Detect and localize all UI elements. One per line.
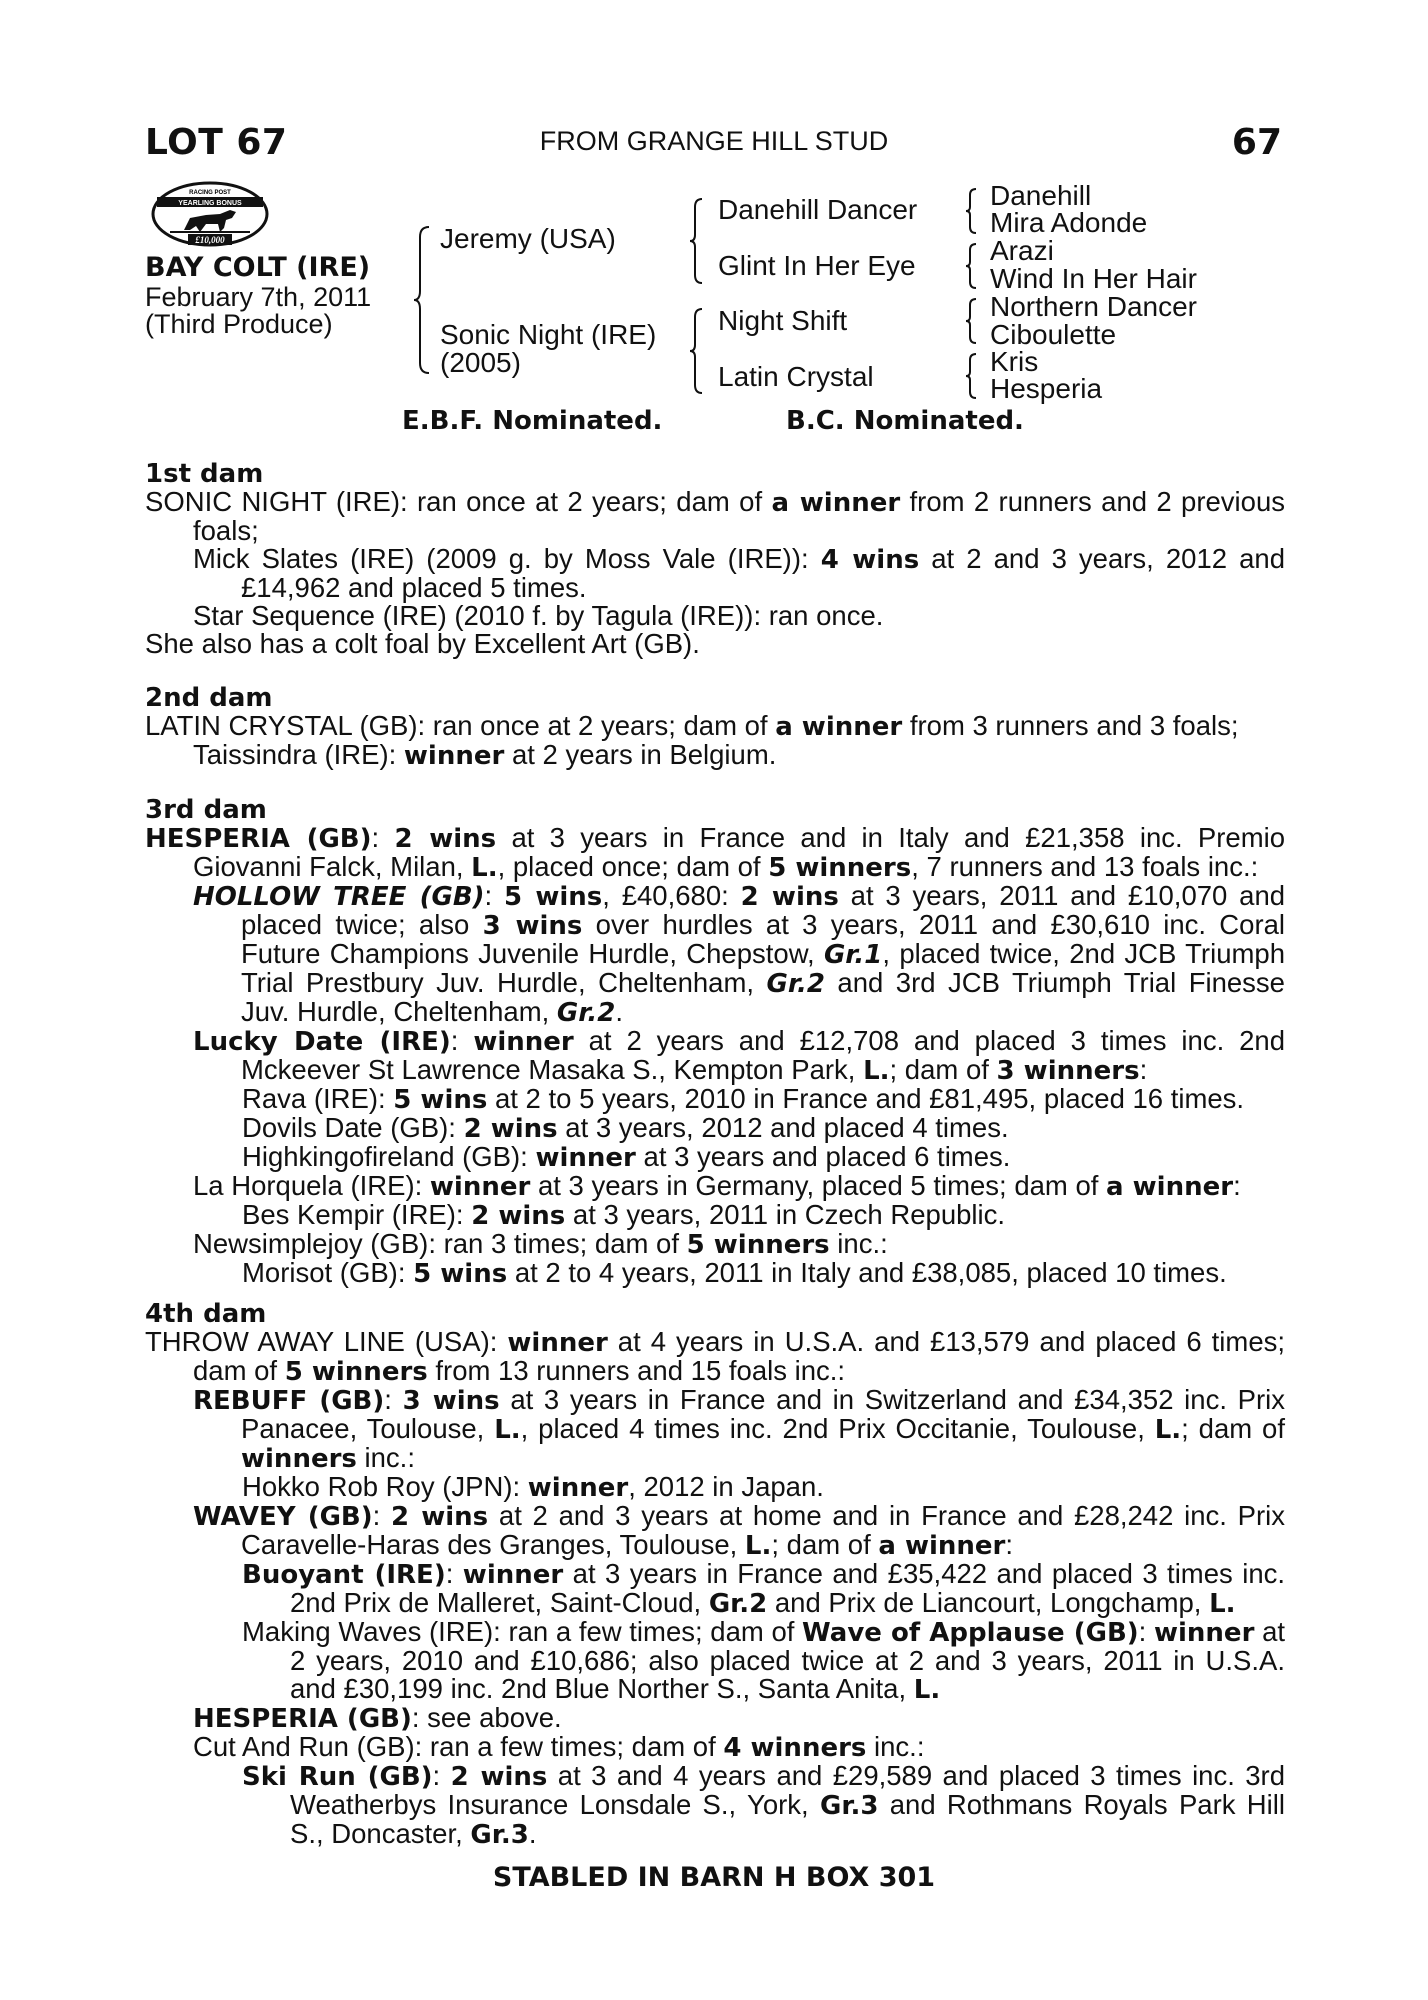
produce-buoyant: Buoyant (IRE): winner at 3 years in France and £35,422 and placed 3 times inc. 2nd Prix de Malleret, Saint-Cloud, Gr.2 and Prix de Liancourt, Longchamp, L.	[242, 1558, 1285, 1619]
produce-rava: Rava (IRE): 5 wins at 2 to 5 years, 2010 in France and £81,495, placed 16 times.	[242, 1083, 1245, 1115]
stabled-location: STABLED IN BARN H BOX 301	[492, 1862, 936, 1893]
produce-hollow-tree: HOLLOW TREE (GB): 5 wins, £40,680: 2 wins at 3 years, 2011 and £10,070 and placed twice; also 3 wins over hurdles at 3 years, 2011 and £30,610 inc. Coral Future Champions Juvenile Hurdle, Chepstow, Gr.1, placed twice, 2nd JCB Triumph Trial Prestbury Juv. Hurdle, Cheltenham, Gr.2 and 3rd JCB Triumph Trial Finesse Juv. Hurdle, Cheltenham, Gr.2.	[193, 880, 1286, 1028]
lot-title: LOT 67	[145, 122, 288, 163]
fourth-dam-heading: 4th dam	[145, 1299, 267, 1329]
lot-number: 67	[1231, 122, 1282, 163]
produce-bes-kempir: Bes Kempir (IRE): 2 wins at 3 years, 2011 in Czech Republic.	[242, 1199, 1006, 1231]
bc-nominated: B.C. Nominated.	[786, 406, 1024, 436]
produce-lucky-date: Lucky Date (IRE): winner at 2 years and £12,708 and placed 3 times inc. 2nd Mckeever St Lawrence Masaka S., Kempton Park, L.; dam of 3 winners:	[193, 1025, 1285, 1086]
produce-star-sequence: Star Sequence (IRE) (2010 f. by Tagula (IRE)): ran once.	[193, 600, 884, 631]
pedigree-g3-4: Wind In Her Hair	[990, 263, 1197, 294]
badge-ribbon-text: YEARLING BONUS	[178, 200, 242, 207]
pedigree-sire-dam: Glint In Her Eye	[718, 250, 916, 281]
produce-la-horquela: La Horquela (IRE): winner at 3 years in Germany, placed 5 times; dam of a winner:	[193, 1170, 1241, 1202]
first-dam-section	[145, 460, 1285, 658]
ebf-nominated: E.B.F. Nominated.	[402, 406, 663, 436]
produce-hesperia-ref: HESPERIA (GB): see above.	[193, 1702, 562, 1734]
produce-hokko-rob-roy: Hokko Rob Roy (JPN): winner, 2012 in Japan.	[242, 1471, 824, 1503]
second-dam-para: LATIN CRYSTAL (GB): ran once at 2 years; dam of a winner from 3 runners and 3 foals;	[145, 710, 1239, 742]
produce-dovils-date: Dovils Date (GB): 2 wins at 3 years, 2012 and placed 4 times.	[242, 1112, 1009, 1144]
produce-rebuff: REBUFF (GB): 3 wins at 3 years in France and in Switzerland and £34,352 inc. Prix Panacee, Toulouse, L., placed 4 times inc. 2nd Prix Occitanie, Toulouse, L.; dam of winners inc.:	[193, 1384, 1286, 1474]
pedigree-g3-8: Hesperia	[990, 373, 1103, 404]
yearling-bonus-badge	[150, 180, 270, 248]
third-dam-hesperia: HESPERIA (GB): 2 wins at 3 years in France and in Italy and £21,358 inc. Premio Giovanni Falck, Milan, L., placed once; dam of 5 winners, 7 runners and 13 foals inc.:	[145, 822, 1286, 883]
pedigree-g3-6: Ciboulette	[990, 319, 1117, 350]
produce-mick-slates: Mick Slates (IRE) (2009 g. by Moss Vale (IRE)): 4 wins at 2 and 3 years, 2012 and £14,962 and placed 5 times.	[193, 543, 1286, 603]
produce-morisot: Morisot (GB): 5 wins at 2 to 4 years, 2011 in Italy and £38,085, placed 10 times.	[242, 1257, 1227, 1289]
pedigree-g3-5: Northern Dancer	[990, 291, 1197, 322]
first-dam-para: SONIC NIGHT (IRE): ran once at 2 years; dam of a winner from 2 runners and 2 previous foals;	[145, 486, 1285, 546]
first-dam-heading: 1st dam	[145, 459, 264, 489]
fourth-dam-throw-away-line: THROW AWAY LINE (USA): winner at 4 years in U.S.A. and £13,579 and placed 6 times; dam of 5 winners from 13 runners and 15 foals inc.:	[145, 1326, 1285, 1387]
badge-top-text: RACING POST	[189, 190, 231, 196]
g3-brace-4	[964, 352, 978, 400]
horse-name: BAY COLT (IRE)	[145, 252, 371, 283]
pedigree-sire: Jeremy (USA)	[440, 223, 616, 254]
pedigree-dam-dam: Latin Crystal	[718, 361, 874, 392]
third-dam-heading: 3rd dam	[145, 795, 267, 825]
pedigree-dam-sire: Night Shift	[718, 305, 848, 336]
pedigree-g3-1: Danehill	[990, 180, 1092, 211]
g3-brace-3	[964, 297, 978, 345]
horse-foaled: February 7th, 2011	[145, 282, 372, 312]
pedigree-g3-3: Arazi	[990, 235, 1054, 266]
produce-cut-and-run: Cut And Run (GB): ran a few times; dam of 4 winners inc.:	[193, 1731, 925, 1763]
second-dam-section	[145, 684, 1285, 770]
pedigree-dam-year: (2005)	[440, 347, 521, 378]
produce-making-waves: Making Waves (IRE): ran a few times; dam of Wave of Applause (GB): winner at 2 years, 2010 and £10,686; also placed twice at 2 and 3 years, 2011 in U.S.A. and £30,199 inc. 2nd Blue Norther S., Santa Anita, L.	[242, 1616, 1286, 1705]
consignor: FROM GRANGE HILL STUD	[539, 126, 889, 156]
produce-taissindra: Taissindra (IRE): winner at 2 years in Belgium.	[193, 739, 777, 771]
g3-brace-2	[964, 242, 978, 290]
dam-line-brace	[688, 307, 704, 395]
horse-produce: (Third Produce)	[145, 309, 333, 339]
badge-amount: £10,000	[195, 235, 225, 245]
produce-highkingofireland: Highkingofireland (GB): winner at 3 years and placed 6 times.	[242, 1141, 1011, 1173]
pedigree-dam: Sonic Night (IRE)	[440, 319, 657, 350]
pedigree-g3-7: Kris	[990, 346, 1039, 377]
fourth-dam-section	[145, 1300, 1285, 1849]
produce-newsimplejoy: Newsimplejoy (GB): ran 3 times; dam of 5 winners inc.:	[193, 1228, 888, 1260]
pedigree-g3-2: Mira Adonde	[990, 207, 1148, 238]
g3-brace-1	[964, 187, 978, 235]
produce-colt-foal: She also has a colt foal by Excellent Art (GB).	[145, 628, 700, 659]
produce-ski-run: Ski Run (GB): 2 wins at 3 and 4 years and £29,589 and placed 3 times inc. 3rd Weatherbys Insurance Lonsdale S., York, Gr.3 and Rothmans Royals Park Hill S., Doncaster, Gr.3.	[242, 1760, 1286, 1850]
third-dam-section	[145, 796, 1285, 1288]
produce-wavey: WAVEY (GB): 2 wins at 2 and 3 years at home and in France and £28,242 inc. Prix Caravelle-Haras des Granges, Toulouse, L.; dam of a winner:	[193, 1500, 1286, 1561]
sire-line-brace	[688, 197, 704, 285]
second-dam-heading: 2nd dam	[145, 683, 273, 713]
pedigree-sire-sire: Danehill Dancer	[718, 194, 918, 225]
sire-dam-brace	[412, 225, 432, 375]
